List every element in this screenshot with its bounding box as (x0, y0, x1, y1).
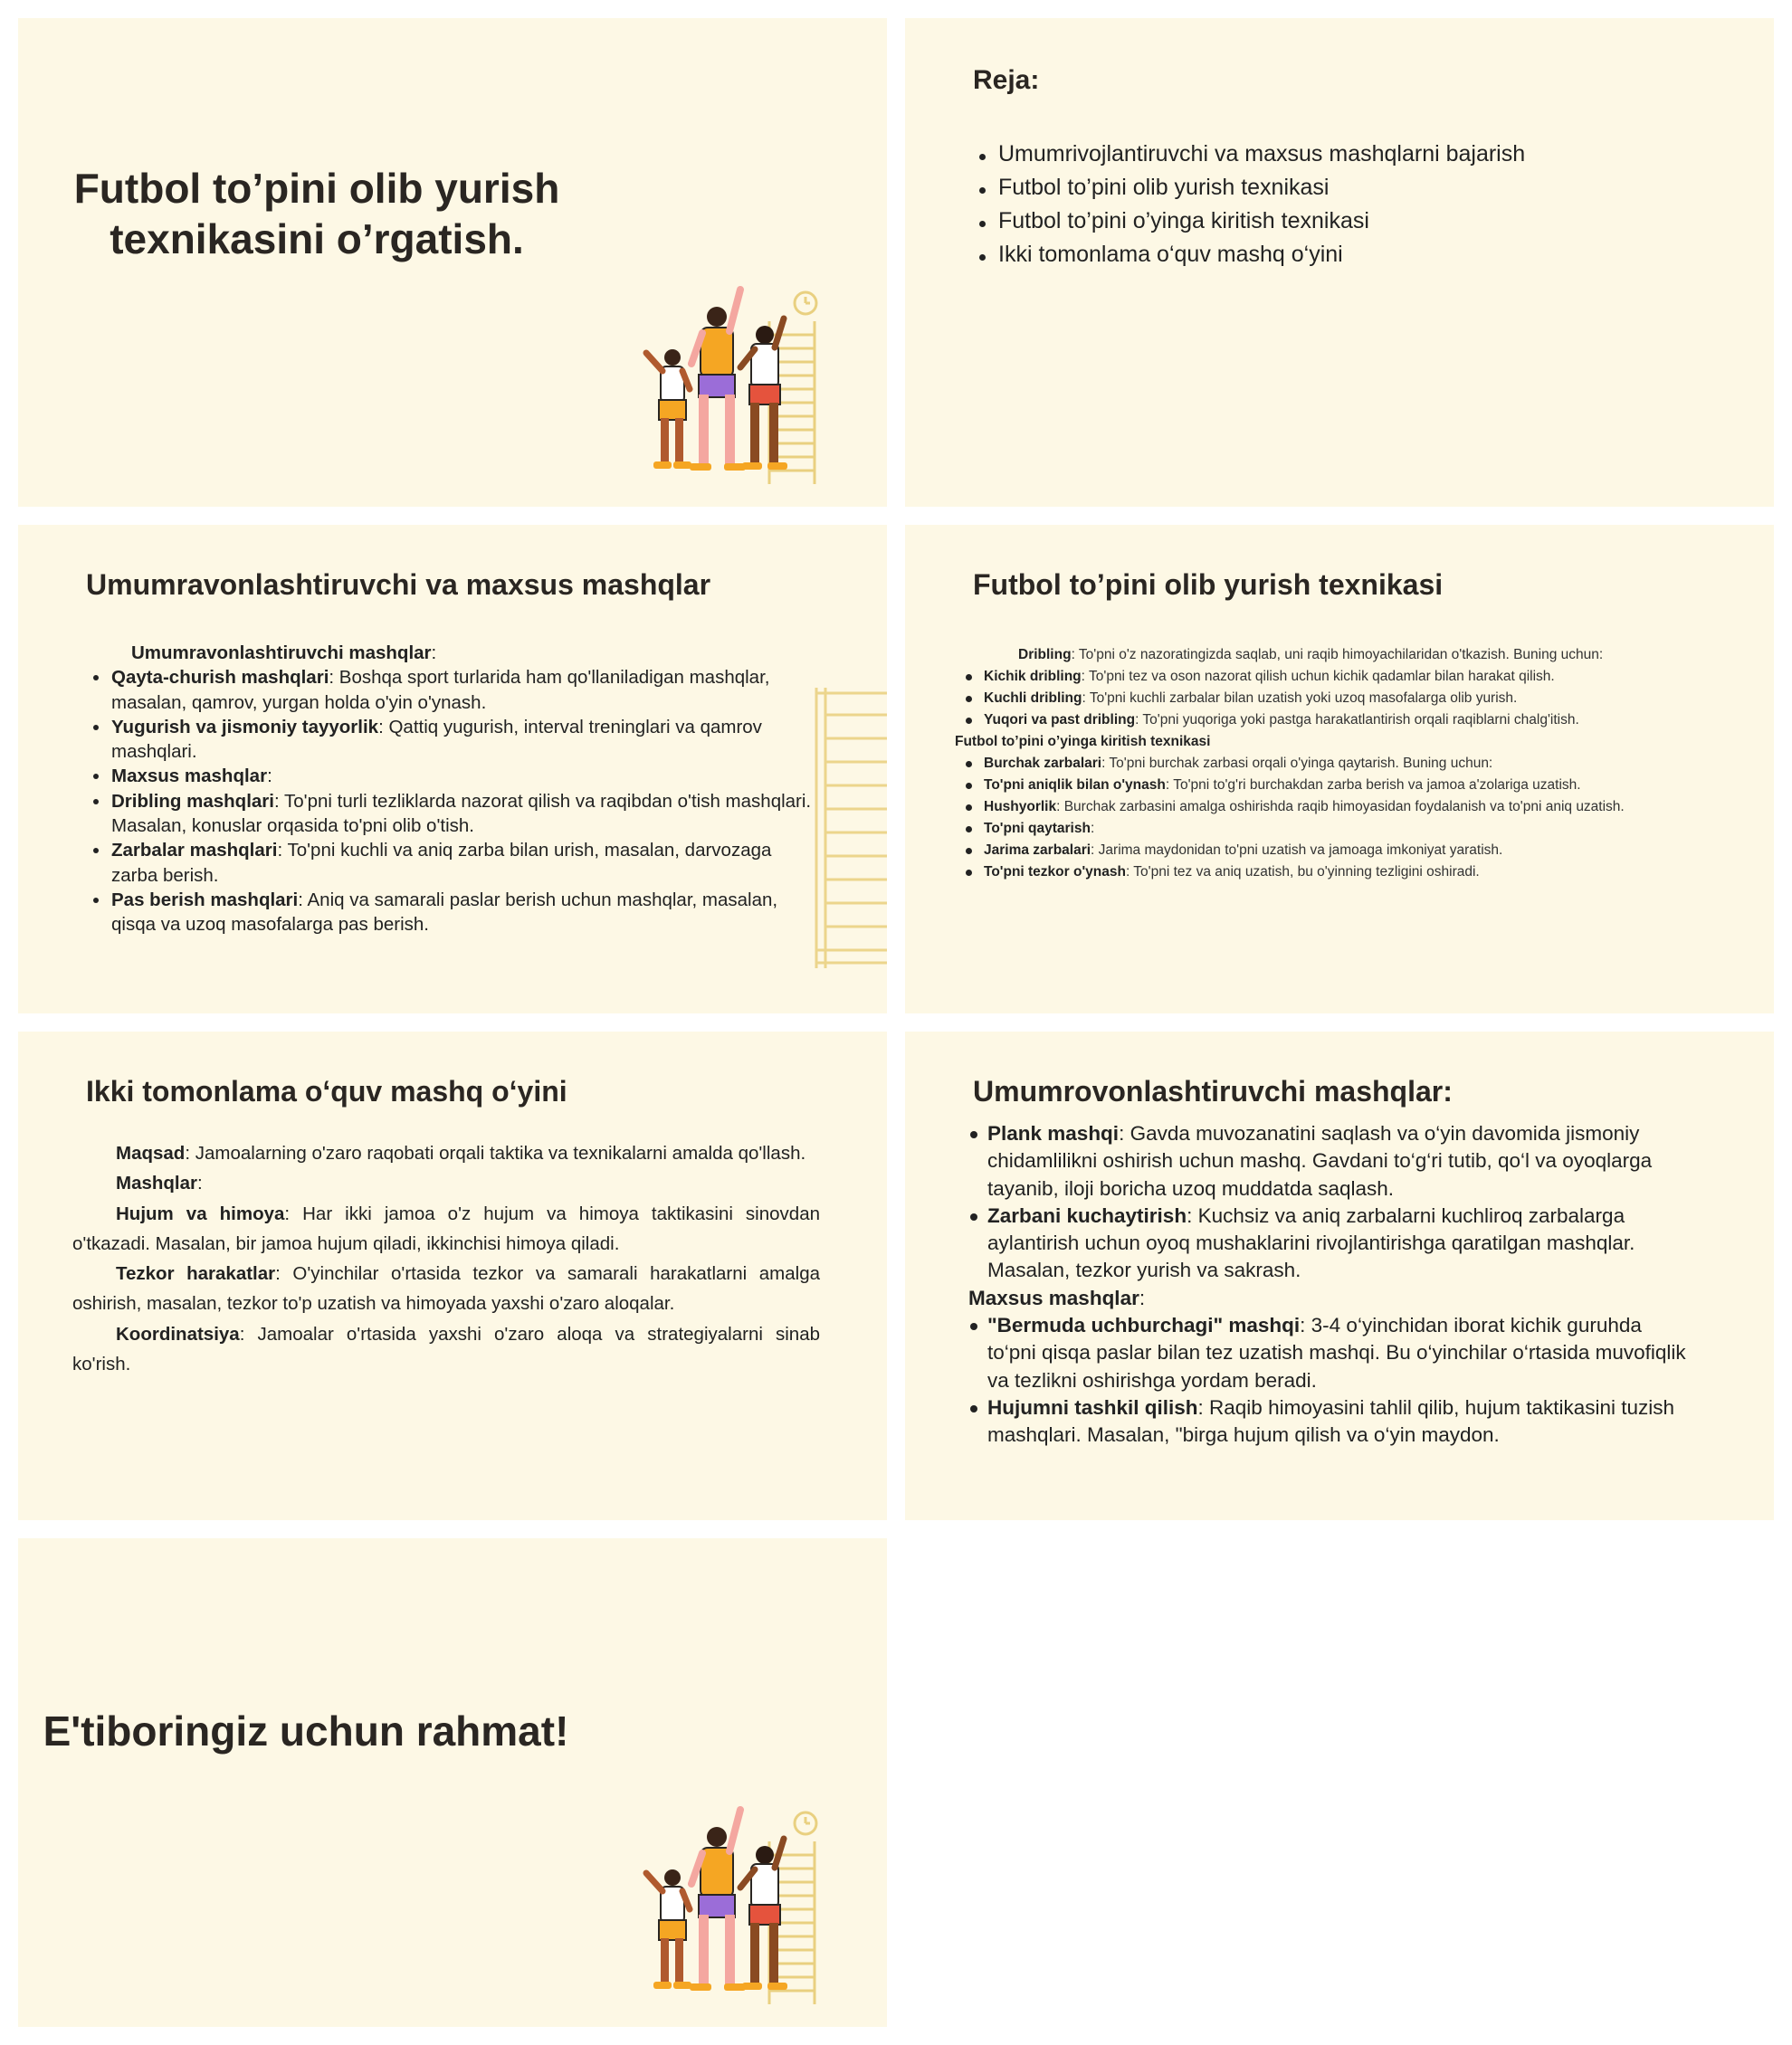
list-item: Zarbalar mashqlari: To'pni kuchli va aniq zarba bilan urish, masalan, darvozaga zarba berish. (91, 838, 815, 888)
exercise-illustration (634, 1801, 842, 2009)
slide-general-exercises (905, 1032, 1774, 1520)
exercise-illustration (634, 281, 842, 489)
list-item: To'pni qaytarish: (955, 818, 1733, 840)
list-intro: Dribling: To'pni o'z nazoratingizda saqlab, uni raqib himoyachilaridan o'tkazish. Buning uchun: (1018, 647, 1604, 662)
paragraph: Mashqlar: (116, 1173, 203, 1194)
ladder-decoration (815, 688, 887, 968)
list-item: Hujumni tashkil qilish: Raqib himoyasini tahlil qilib, hujum taktikasini tuzish mashqlari. Masalan, "birga hujum qilish va o‘yin maydon. (968, 1394, 1692, 1450)
slide-2-title: Reja: (973, 65, 1040, 95)
slide-4-title: Futbol to’pini olib yurish texnikasi (973, 568, 1444, 601)
list-item: Kuchli dribling: To'pni kuchli zarbalar bilan uzatish yoki uzoq masofalarga olib yurish. (955, 688, 1733, 709)
list-item: To'pni aniqlik bilan o'ynash: To'pni to'g'ri burchakdan zarba berish va jamoa a'zolariga uzatish. (955, 775, 1733, 796)
list-subheading: Futbol to’pini o’yinga kiritish texnikasi (955, 734, 1211, 749)
list-item: Maxsus mashqlar: (91, 764, 815, 788)
slide-dribbling (905, 525, 1774, 1013)
list-item: Futbol to’pini o’yinga kiritish texnikasi (977, 204, 1525, 238)
list-intro: Umumravonlashtiruvchi mashqlar: (131, 642, 437, 663)
list-item: Dribling mashqlari: To'pni turli tezliklarda nazorat qilish va raqibdan o'tish mashqlari. Masalan, konuslar orqasida to'pni olib o'tish. (91, 789, 815, 839)
slide-exercises (18, 525, 887, 1013)
paragraph: Maqsad: Jamoalarning o'zaro raqobati orqali taktika va texnikalarni amalda qo'llash. (116, 1143, 806, 1164)
slide-6-title: Umumrovonlashtiruvchi mashqlar: (973, 1075, 1453, 1108)
list-item: Burchak zarbalari: To'pni burchak zarbasi orqali o'yinga qaytarish. Buning uchun: (955, 753, 1733, 775)
slide-3-title: Umumravonlashtiruvchi va maxsus mashqlar (86, 568, 711, 601)
list-item: Ikki tomonlama o‘quv mashq o‘yini (977, 238, 1525, 271)
list-item: To'pni tezkor o'ynash: To'pni tez va aniq uzatish, bu o'yinning tezligini oshiradi. (955, 861, 1733, 883)
slide-7-title: E'tiboringiz uchun rahmat! (43, 1707, 569, 1755)
paragraph: Hujum va himoya: Har ikki jamoa o'z hujum va himoya taktikasini sinovdan o'tkazadi. Masalan, bir jamoa hujum qiladi, ikkinchisi himoya qiladi. (72, 1203, 820, 1254)
list-item: Qayta-churish mashqlari: Boshqa sport turlarida ham qo'llaniladigan mashqlar, masalan, qamrov, yurgan holda o'yin o'ynash. (91, 665, 815, 715)
list-item: Pas berish mashqlari: Aniq va samarali paslar berish uchun mashqlar, masalan, qisqa va uzoq masofalarga pas berish. (91, 888, 815, 937)
plan-list (977, 138, 1525, 271)
slide-plan (905, 18, 1774, 507)
slide-training-game (18, 1032, 887, 1520)
list-item: Kichik dribling: To'pni tez va oson nazorat qilish uchun kichik qadamlar bilan harakat qilish. (955, 666, 1733, 688)
training-paragraphs (72, 1138, 820, 1379)
list-subheading: Maxsus mashqlar: (968, 1286, 1146, 1309)
slide-title (18, 18, 887, 507)
list-item: Umumrivojlantiruvchi va maxsus mashqlarni bajarish (977, 138, 1525, 171)
list-item: Futbol to’pini olib yurish texnikasi (977, 171, 1525, 204)
list-item: Yuqori va past dribling: To'pni yuqoriga yoki pastga harakatlantirish orqali raqiblarni chalg'itish. (955, 709, 1733, 731)
exercise-list (91, 641, 815, 937)
list-item: Zarbani kuchaytirish: Kuchsiz va aniq zarbalarni kuchliroq zarbalarga aylantirish uchun oyoq mushaklarini rivojlantirishga qaratilgan mashqlar. Masalan, tezkor yurish va sakrash. (968, 1203, 1692, 1285)
list-item: "Bermuda uchburchagi" mashqi: 3-4 o‘yinchidan iborat kichik guruhda to‘pni qisqa paslar bilan tez uzatish mashqi. Bu o‘yinchilar o‘rtasida muvofiqlik va tezlikni oshirishga yordam beradi. (968, 1312, 1692, 1394)
slide-1-title: Futbol to’pini olib yurish texnikasini o’rgatish. (73, 165, 560, 262)
slide-thanks (18, 1538, 887, 2027)
paragraph: Tezkor harakatlar: O'yinchilar o'rtasida tezkor va samarali harakatlarni amalga oshirish, masalan, tezkor to'p uzatish va himoyada yaxshi o'zaro aloqalar. (72, 1263, 820, 1315)
general-exercise-list (968, 1120, 1692, 1450)
slide-5-title: Ikki tomonlama o‘quv mashq o‘yini (86, 1075, 567, 1108)
list-item: Hushyorlik: Burchak zarbasini amalga oshirishda raqib himoyasidan foydalanish va to'pni aniq uzatish. (955, 796, 1733, 818)
paragraph: Koordinatsiya: Jamoalar o'rtasida yaxshi o'zaro aloqa va strategiyalarni sinab ko'rish. (72, 1323, 820, 1375)
list-item: Jarima zarbalari: Jarima maydonidan to'pni uzatish va jamoaga imkoniyat yaratish. (955, 840, 1733, 861)
list-item: Yugurish va jismoniy tayyorlik: Qattiq yugurish, interval treninglari va qamrov mashqlari. (91, 715, 815, 765)
technique-list (955, 644, 1733, 883)
list-item: Plank mashqi: Gavda muvozanatini saqlash va o‘yin davomida jismoniy chidamlilikni oshirish uchun mashq. Gavdani to‘g‘ri tutib, qo‘l va oyoqlarga tayanib, iloji boricha uzoq muddatda saqlash. (968, 1120, 1692, 1203)
